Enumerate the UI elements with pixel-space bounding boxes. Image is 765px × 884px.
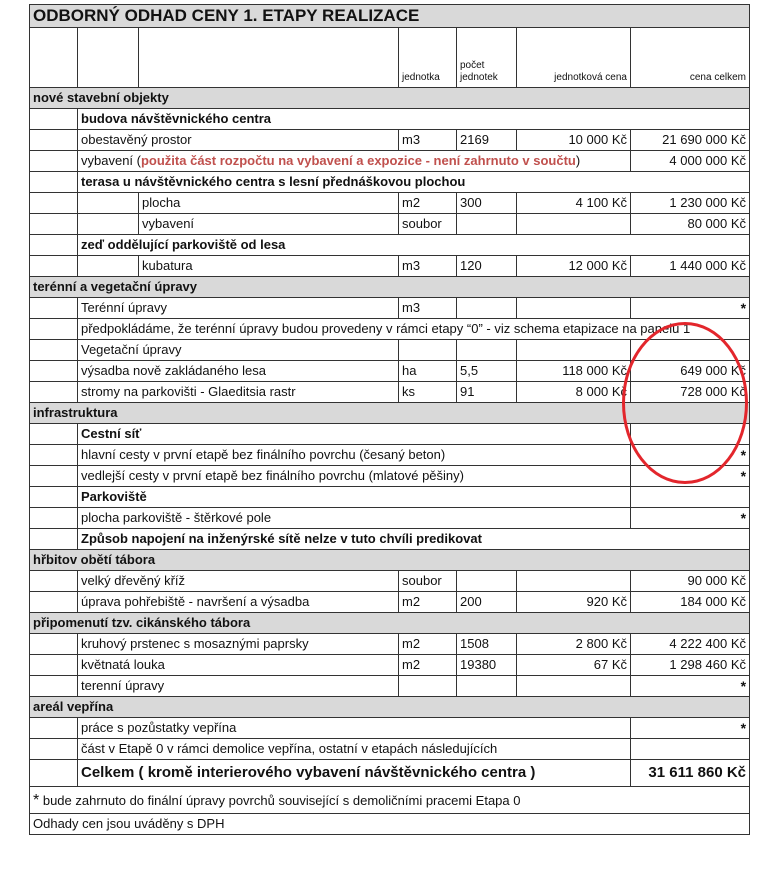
section-label: areál vepřína — [30, 697, 750, 718]
section-label: připomenutí tzv. cikánského tábora — [30, 613, 750, 634]
table-row: velký dřevěný kříž soubor 90 000 Kč — [30, 571, 750, 592]
total-value: 31 611 860 Kč — [631, 760, 750, 787]
table-row: část v Etapě 0 v rámci demolice vepřína, ostatní v etapách následujících — [30, 739, 750, 760]
estimate-table — [29, 4, 750, 835]
utilities-note: Způsob napojení na inženýrské sítě nelze v tuto chvíli predikovat — [78, 529, 750, 550]
section-label: hřbitov obětí tábora — [30, 550, 750, 571]
subheader-label: terasa u návštěvnického centra s lesní přednáškovou plochou — [78, 172, 750, 193]
table-row: kruhový prstenec s mosaznými paprsky m2 1508 2 800 Kč 4 222 400 Kč — [30, 634, 750, 655]
table-row: květnatá louka m2 19380 67 Kč 1 298 460 Kč — [30, 655, 750, 676]
vat-note: Odhady cen jsou uváděny s DPH — [30, 814, 750, 835]
table-row: terenní úpravy * — [30, 676, 750, 697]
equipment-note: vybavení (použita část rozpočtu na vybavení a expozice - není zahrnuto v součtu) — [78, 151, 631, 172]
header-total-price: cena celkem — [631, 28, 750, 88]
section-row — [30, 697, 750, 718]
subheader-row — [30, 529, 750, 550]
subheader-row — [30, 424, 750, 445]
table-row: Terénní úpravy m3 * — [30, 298, 750, 319]
subheader-label: budova návštěvnického centra — [78, 109, 750, 130]
table-row: plocha m2 300 4 100 Kč 1 230 000 Kč — [30, 193, 750, 214]
section-label: infrastruktura — [30, 403, 750, 424]
section-row — [30, 613, 750, 634]
section-row — [30, 403, 750, 424]
subheader-label: Cestní síť — [78, 424, 631, 445]
subheader-row — [30, 109, 750, 130]
footnote: * bude zahrnuto do finální úpravy povrchů související s demoličními pracemi Etapa 0 — [30, 787, 750, 814]
table-row: vybavení soubor 80 000 Kč — [30, 214, 750, 235]
header-count: počet jednotek — [457, 28, 517, 88]
table-row: práce s pozůstatky vepřína * — [30, 718, 750, 739]
section-row — [30, 88, 750, 109]
section-label: nové stavební objekty — [30, 88, 750, 109]
table-row: vybavení (použita část rozpočtu na vybavení a expozice - není zahrnuto v součtu) 4 000 000 Kč — [30, 151, 750, 172]
header-unit: jednotka — [399, 28, 457, 88]
total-row — [30, 760, 750, 787]
table-row — [30, 319, 750, 340]
title-row — [30, 5, 750, 28]
section-row — [30, 550, 750, 571]
sheet-title: ODBORNÝ ODHAD CENY 1. ETAPY REALIZACE — [30, 5, 750, 28]
footnote-row — [30, 787, 750, 814]
table-row: obestavěný prostor m3 2169 10 000 Kč 21 690 000 Kč — [30, 130, 750, 151]
table-row: stromy na parkovišti - Glaeditsia rastr ks 91 8 000 Kč 728 000 Kč — [30, 382, 750, 403]
section-label: terénní a vegetační úpravy — [30, 277, 750, 298]
subheader-label: Parkoviště — [78, 487, 631, 508]
table-row: úprava pohřebiště - navršení a výsadba m2 200 920 Kč 184 000 Kč — [30, 592, 750, 613]
subheader-row — [30, 235, 750, 256]
table-row: Vegetační úpravy — [30, 340, 750, 361]
table-row: plocha parkoviště - štěrkové pole * — [30, 508, 750, 529]
subheader-label: zeď oddělující parkoviště od lesa — [78, 235, 750, 256]
table-row: kubatura m3 120 12 000 Kč 1 440 000 Kč — [30, 256, 750, 277]
footnote-star: * — [33, 792, 40, 809]
etapa-note: předpokládáme, že terénní úpravy budou provedeny v rámci etapy “0” - viz schema etapizace na panelu 1 — [78, 319, 750, 340]
excluded-note: použita část rozpočtu na vybavení a expozice - není zahrnuto v součtu — [140, 153, 576, 168]
total-label: Celkem ( kromě interierového vybavení návštěvnického centra ) — [78, 760, 631, 787]
estimate-sheet — [29, 4, 749, 835]
subheader-row — [30, 487, 750, 508]
table-row: hlavní cesty v první etapě bez finálního povrchu (česaný beton) * — [30, 445, 750, 466]
subheader-row — [30, 172, 750, 193]
section-row — [30, 277, 750, 298]
table-row: výsadba nově zakládaného lesa ha 5,5 118 000 Kč 649 000 Kč — [30, 361, 750, 382]
table-row: vedlejší cesty v první etapě bez finálního povrchu (mlatové pěšiny) * — [30, 466, 750, 487]
vat-note-row — [30, 814, 750, 835]
header-unit-price: jednotková cena — [517, 28, 631, 88]
header-row — [30, 28, 750, 88]
